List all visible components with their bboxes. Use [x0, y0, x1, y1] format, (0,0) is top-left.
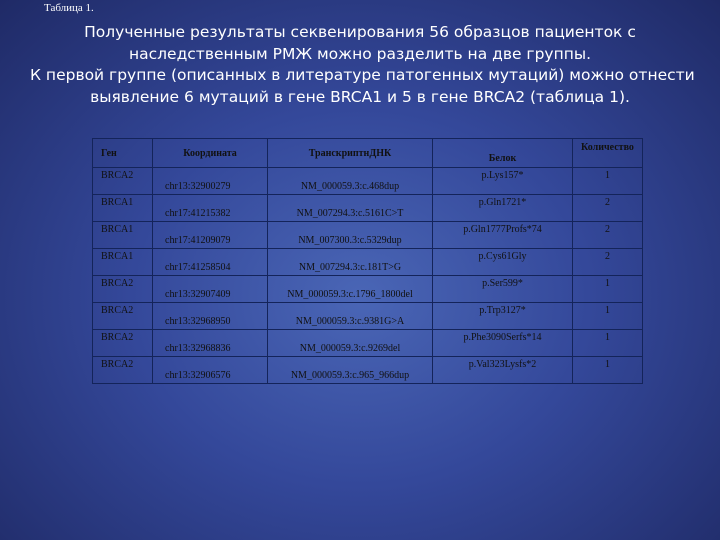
- mutations-table: [92, 138, 643, 384]
- cell-protein: p.Gln1777Profs*74: [433, 222, 573, 249]
- cell-gene: BRCA1: [93, 249, 153, 276]
- cell-gene: BRCA1: [93, 222, 153, 249]
- table-row: [93, 276, 643, 303]
- cell-coordinate: chr17:41209079: [153, 222, 268, 249]
- cell-gene: BRCA2: [93, 330, 153, 357]
- cell-count: 1: [573, 303, 643, 330]
- cell-protein: p.Val323Lysfs*2: [433, 357, 573, 384]
- header-transcript: ТранскриптнДНК: [268, 139, 433, 168]
- cell-coordinate: chr13:32906576: [153, 357, 268, 384]
- cell-transcript: NM_000059.3:c.965_966dup: [268, 357, 433, 384]
- cell-gene: BRCA2: [93, 303, 153, 330]
- cell-count: 1: [573, 276, 643, 303]
- table-row: [93, 195, 643, 222]
- cell-coordinate: chr17:41258504: [153, 249, 268, 276]
- cell-protein: p.Phe3090Serfs*14: [433, 330, 573, 357]
- table-row: [93, 357, 643, 384]
- header-coordinate: Координата: [153, 139, 268, 168]
- intro-line: К первой группе (описанных в литературе патогенных мутаций) можно отнести: [30, 66, 695, 84]
- cell-gene: BRCA2: [93, 276, 153, 303]
- header-count: Количество: [573, 139, 643, 168]
- cell-coordinate: chr13:32968950: [153, 303, 268, 330]
- cell-coordinate: chr17:41215382: [153, 195, 268, 222]
- cell-transcript: NM_007294.3:c.181T>G: [268, 249, 433, 276]
- table-caption: Таблица 1.: [44, 2, 94, 14]
- cell-transcript: NM_000059.3:c.1796_1800del: [268, 276, 433, 303]
- cell-protein: p.Ser599*: [433, 276, 573, 303]
- intro-line: Полученные результаты секвенирования 56 образцов пациенток с: [84, 23, 636, 41]
- cell-gene: BRCA1: [93, 195, 153, 222]
- table-row: [93, 303, 643, 330]
- cell-protein: p.Lys157*: [433, 168, 573, 195]
- cell-count: 1: [573, 357, 643, 384]
- cell-transcript: NM_000059.3:c.9269del: [268, 330, 433, 357]
- cell-protein: p.Cys61Gly: [433, 249, 573, 276]
- table-row: [93, 330, 643, 357]
- cell-transcript: NM_007300.3:c.5329dup: [268, 222, 433, 249]
- cell-count: 1: [573, 330, 643, 357]
- cell-coordinate: chr13:32900279: [153, 168, 268, 195]
- cell-count: 2: [573, 222, 643, 249]
- header-protein: Белок: [433, 139, 573, 168]
- table-row: [93, 222, 643, 249]
- header-gene: Ген: [93, 139, 153, 168]
- cell-gene: BRCA2: [93, 357, 153, 384]
- cell-transcript: NM_000059.3:c.9381G>A: [268, 303, 433, 330]
- cell-coordinate: chr13:32907409: [153, 276, 268, 303]
- table-header-row: [93, 139, 643, 168]
- table-row: [93, 168, 643, 195]
- cell-coordinate: chr13:32968836: [153, 330, 268, 357]
- intro-line: выявление 6 мутаций в гене BRCA1 и 5 в гене BRCA2 (таблица 1).: [90, 87, 630, 106]
- cell-count: 1: [573, 168, 643, 195]
- cell-transcript: NM_007294.3:c.5161C>T: [268, 195, 433, 222]
- cell-count: 2: [573, 195, 643, 222]
- intro-text: [30, 22, 695, 108]
- cell-protein: p.Trp3127*: [433, 303, 573, 330]
- cell-transcript: NM_000059.3:c.468dup: [268, 168, 433, 195]
- cell-count: 2: [573, 249, 643, 276]
- cell-protein: p.Gln1721*: [433, 195, 573, 222]
- table-row: [93, 249, 643, 276]
- cell-gene: BRCA2: [93, 168, 153, 195]
- intro-line: наследственным РМЖ можно разделить на две группы.: [128, 44, 592, 63]
